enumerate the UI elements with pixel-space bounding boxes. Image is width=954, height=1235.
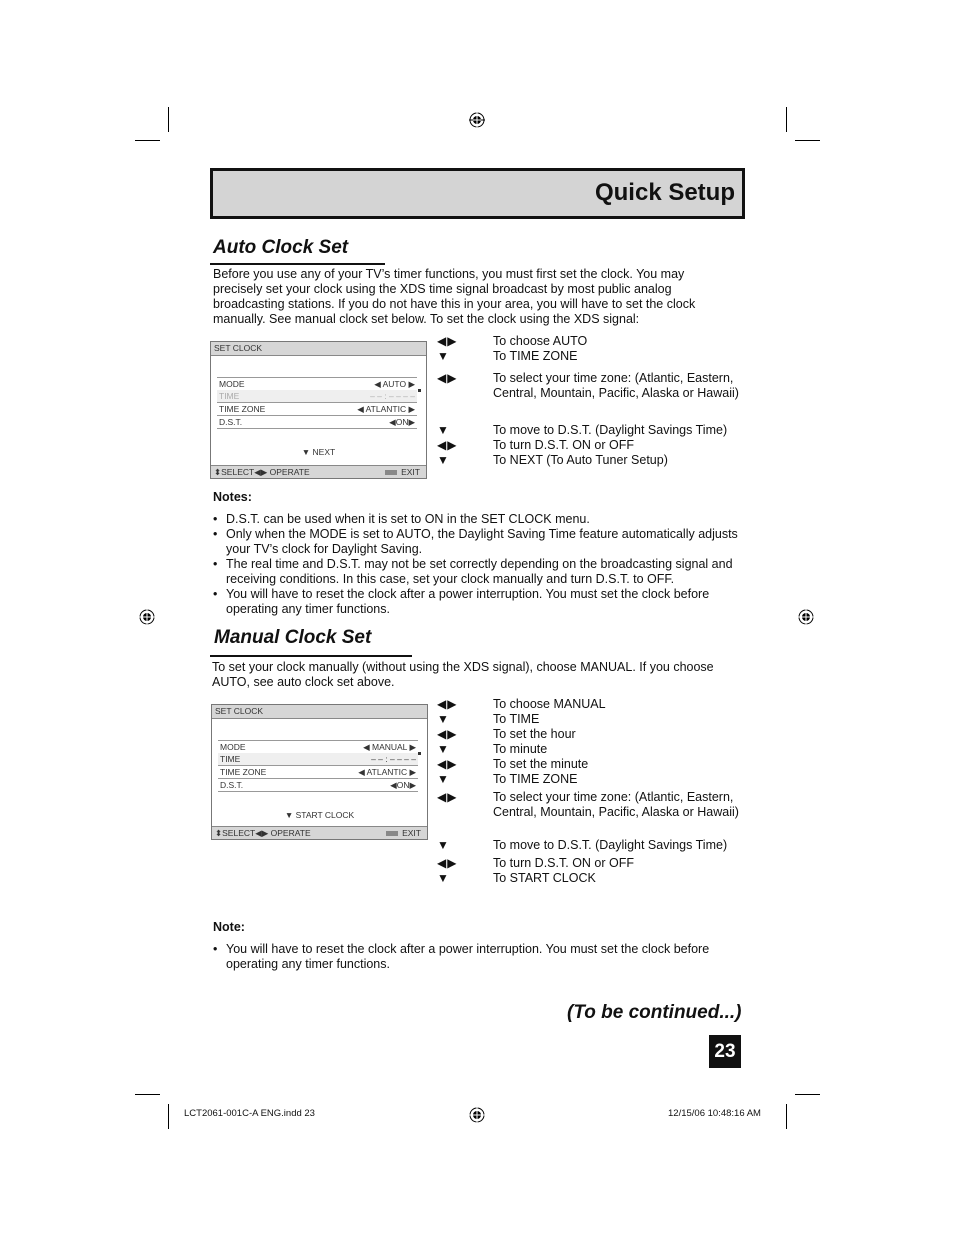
instruction-text: To TIME ZONE xyxy=(493,349,578,363)
registration-mark-icon xyxy=(139,609,155,625)
header-banner xyxy=(210,168,745,219)
menu-start-clock: ▼ START CLOCK xyxy=(284,810,355,820)
row-label: TIME xyxy=(220,754,241,764)
key-down-icon: ▼ xyxy=(437,712,450,726)
footer-file: LCT2061-001C-A ENG.indd 23 xyxy=(184,1108,315,1119)
key-down-icon: ▼ xyxy=(437,772,450,786)
crop-mark xyxy=(786,1104,787,1129)
menu-row-dst xyxy=(217,416,417,429)
key-down-icon: ▼ xyxy=(437,453,450,467)
crop-mark xyxy=(795,140,820,141)
row-label: D.S.T. xyxy=(220,780,244,790)
row-value: ◀ ATLANTIC ▶ xyxy=(358,767,416,777)
instruction-text: To set the minute xyxy=(493,757,589,771)
key-arrows-icon: ◀▶ xyxy=(437,790,458,804)
menu-row-time-zone xyxy=(218,766,418,779)
instruction-text: To START CLOCK xyxy=(493,871,596,885)
note-title: Note: xyxy=(213,920,245,934)
menu-row-time xyxy=(218,753,418,766)
menu-footer xyxy=(212,826,427,839)
row-value: ◀ MANUAL ▶ xyxy=(363,742,416,752)
set-clock-menu-auto xyxy=(210,341,427,479)
instruction-text: To TIME ZONE xyxy=(493,772,578,786)
menu-title: SET CLOCK xyxy=(211,342,426,356)
key-down-icon: ▼ xyxy=(437,871,450,885)
key-arrows-icon: ◀▶ xyxy=(437,438,458,452)
row-label: TIME xyxy=(219,391,240,401)
footer-select: ⬍SELECT◀▶ OPERATE xyxy=(214,467,310,477)
menu-footer xyxy=(211,465,426,478)
intro-line: broadcasting stations. If you do not have this in your area, you will have to set the clock xyxy=(213,297,696,311)
menu-row-mode xyxy=(217,377,417,391)
row-value: ◀ AUTO ▶ xyxy=(374,379,415,389)
section-underline xyxy=(210,263,385,265)
notes-title: Notes: xyxy=(213,490,252,504)
footer-date: 12/15/06 10:48:16 AM xyxy=(668,1108,761,1119)
crop-mark xyxy=(168,107,169,132)
menu-title: SET CLOCK xyxy=(212,705,427,719)
row-value: ◀ON▶ xyxy=(389,417,415,427)
crop-mark xyxy=(786,107,787,132)
key-arrows-icon: ◀▶ xyxy=(437,757,458,771)
crop-mark xyxy=(795,1094,820,1095)
instruction-text: To turn D.S.T. ON or OFF xyxy=(493,438,634,452)
instruction-text: To minute xyxy=(493,742,548,756)
key-down-icon: ▼ xyxy=(437,742,450,756)
footer-exit: EXIT xyxy=(385,466,420,478)
footer-exit: EXIT xyxy=(386,827,421,839)
key-down-icon: ▼ xyxy=(437,349,450,363)
intro-line: Before you use any of your TV’s timer functions, you must first set the clock. You may xyxy=(213,267,685,281)
footer-select: ⬍SELECT◀▶ OPERATE xyxy=(215,828,311,838)
crop-mark xyxy=(168,1104,169,1129)
key-arrows-icon: ◀▶ xyxy=(437,856,458,870)
intro-line: AUTO, see auto clock set above. xyxy=(212,675,395,689)
menu-corner-mark xyxy=(418,752,421,755)
instruction-text: To choose MANUAL xyxy=(493,697,606,711)
menu-row-time xyxy=(217,390,417,403)
menu-row-dst xyxy=(218,779,418,792)
set-clock-menu-manual xyxy=(211,704,428,840)
auto-intro xyxy=(213,267,695,327)
row-value: – – : – – – – xyxy=(370,391,415,401)
section-underline xyxy=(210,655,412,657)
to-be-continued: (To be continued...) xyxy=(567,1002,742,1023)
manual-intro xyxy=(212,660,714,690)
key-arrows-icon: ◀▶ xyxy=(437,334,458,348)
key-arrows-icon: ◀▶ xyxy=(437,697,458,711)
menu-next: ▼ NEXT xyxy=(301,447,336,457)
row-value: – – : – – – – xyxy=(371,754,416,764)
key-arrows-icon: ◀▶ xyxy=(437,727,458,741)
menu-row-mode xyxy=(218,740,418,754)
menu-row-time-zone xyxy=(217,403,417,416)
instruction-text: To set the hour xyxy=(493,727,576,741)
intro-line: manually. See manual clock set below. To set the clock using the XDS signal: xyxy=(213,312,640,326)
page-title: Quick Setup xyxy=(594,179,735,206)
key-down-icon: ▼ xyxy=(437,838,450,852)
registration-mark-icon xyxy=(798,609,814,625)
instruction-text: To NEXT (To Auto Tuner Setup) xyxy=(493,453,668,467)
intro-line: To set your clock manually (without using the XDS signal), choose MANUAL. If you choose xyxy=(212,660,714,674)
row-value: ◀ON▶ xyxy=(390,780,416,790)
instruction-text: To choose AUTO xyxy=(493,334,588,348)
row-value: ◀ ATLANTIC ▶ xyxy=(357,404,415,414)
instruction-text: To TIME xyxy=(493,712,540,726)
registration-mark-icon xyxy=(469,1107,485,1123)
instruction-text: To select your time zone: (Atlantic, Eastern, Central, Mountain, Pacific, Alaska or Hawaii) xyxy=(493,790,739,819)
instruction-text: To move to D.S.T. (Daylight Savings Time) xyxy=(493,423,728,437)
menu-corner-mark xyxy=(418,389,421,392)
row-label: TIME ZONE xyxy=(220,767,267,777)
instruction-text: To move to D.S.T. (Daylight Savings Time) xyxy=(493,838,728,852)
key-arrows-icon: ◀▶ xyxy=(437,371,458,385)
instruction-text: To turn D.S.T. ON or OFF xyxy=(493,856,634,870)
page-number: 23 xyxy=(709,1035,741,1068)
row-label: TIME ZONE xyxy=(219,404,266,414)
intro-line: precisely set your clock using the XDS time signal broadcast by most public analog xyxy=(213,282,672,296)
instruction-text: To select your time zone: (Atlantic, Eastern, Central, Mountain, Pacific, Alaska or Hawaii) xyxy=(493,371,739,400)
auto-clock-set-title: Auto Clock Set xyxy=(213,237,349,258)
crop-mark xyxy=(135,140,160,141)
registration-mark-icon xyxy=(469,112,485,128)
manual-clock-set-title: Manual Clock Set xyxy=(214,627,372,648)
key-down-icon: ▼ xyxy=(437,423,450,437)
row-label: MODE xyxy=(219,379,245,389)
row-label: D.S.T. xyxy=(219,417,243,427)
row-label: MODE xyxy=(220,742,246,752)
crop-mark xyxy=(135,1094,160,1095)
